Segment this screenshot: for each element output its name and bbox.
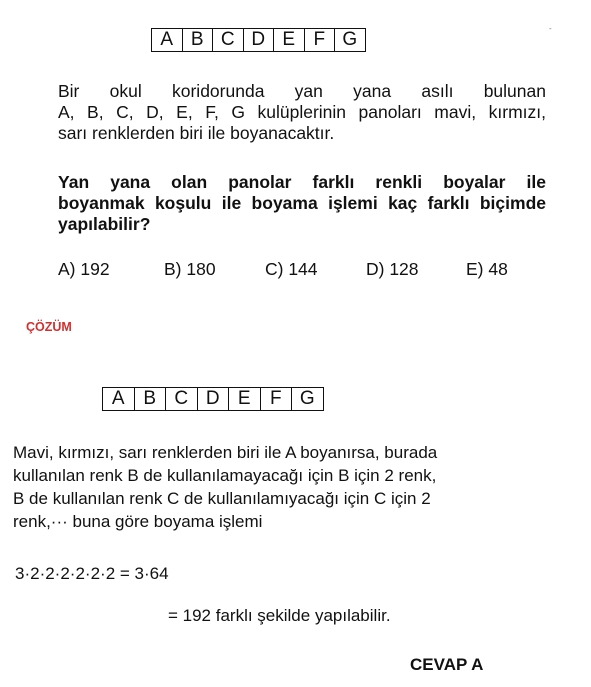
letter-box: B — [135, 388, 167, 410]
question-line: A, B, C, D, E, F, G kulüplerinin panoları mavi, kırmızı, — [58, 102, 546, 122]
solution-equation: 3·2·2·2·2·2·2 = 3·64 — [15, 564, 169, 583]
solution-line: kullanılan renk B de kullanılamayacağı için B için 2 renk, — [13, 466, 437, 485]
letter-box: B — [183, 29, 214, 51]
option-c[interactable]: C) 144 — [265, 259, 318, 279]
solution-line: renk,··· buna göre boyama işlemi — [13, 512, 263, 531]
letter-box: F — [261, 388, 293, 410]
option-a[interactable]: A) 192 — [58, 259, 110, 279]
question-prompt — [58, 172, 546, 235]
letter-box: C — [213, 29, 244, 51]
letter-box: A — [103, 388, 135, 410]
letter-boxes-solution — [102, 387, 324, 411]
solution-label: ÇÖZÜM — [26, 320, 72, 334]
answer-label: CEVAP A — [410, 655, 484, 674]
letter-box: G — [342, 29, 358, 50]
letter-box: E — [274, 29, 305, 51]
solution-line: Mavi, kırmızı, sarı renklerden biri ile A boyanırsa, burada — [13, 443, 438, 462]
letter-box: F — [305, 29, 336, 51]
letter-box: D — [244, 29, 275, 51]
solution-text — [13, 441, 503, 533]
solution-line: B de kullanılan renk C de kullanılamıyacağı için C için 2 — [13, 489, 431, 508]
solution-result: = 192 farklı şekilde yapılabilir. — [168, 606, 391, 625]
option-e[interactable]: E) 48 — [466, 259, 508, 279]
corner-mark: - — [549, 24, 552, 33]
letter-box: E — [229, 388, 261, 410]
prompt-line: Yan yana olan panolar farklı renkli boyalar ile — [58, 172, 546, 192]
option-d[interactable]: D) 128 — [366, 259, 419, 279]
letter-box: G — [299, 388, 315, 409]
prompt-line: yapılabilir? — [58, 214, 151, 234]
question-text — [58, 81, 546, 144]
prompt-line: boyanmak koşulu ile boyama işlemi kaç farklı biçimde — [58, 193, 546, 213]
letter-box: A — [152, 29, 183, 51]
letter-box: C — [166, 388, 198, 410]
question-line: sarı renklerden biri ile boyanacaktır. — [58, 123, 335, 143]
question-line: Bir okul koridorunda yan yana asılı bulunan — [58, 81, 546, 101]
option-b[interactable]: B) 180 — [164, 259, 216, 279]
letter-boxes-top — [151, 28, 366, 52]
letter-box: D — [198, 388, 230, 410]
